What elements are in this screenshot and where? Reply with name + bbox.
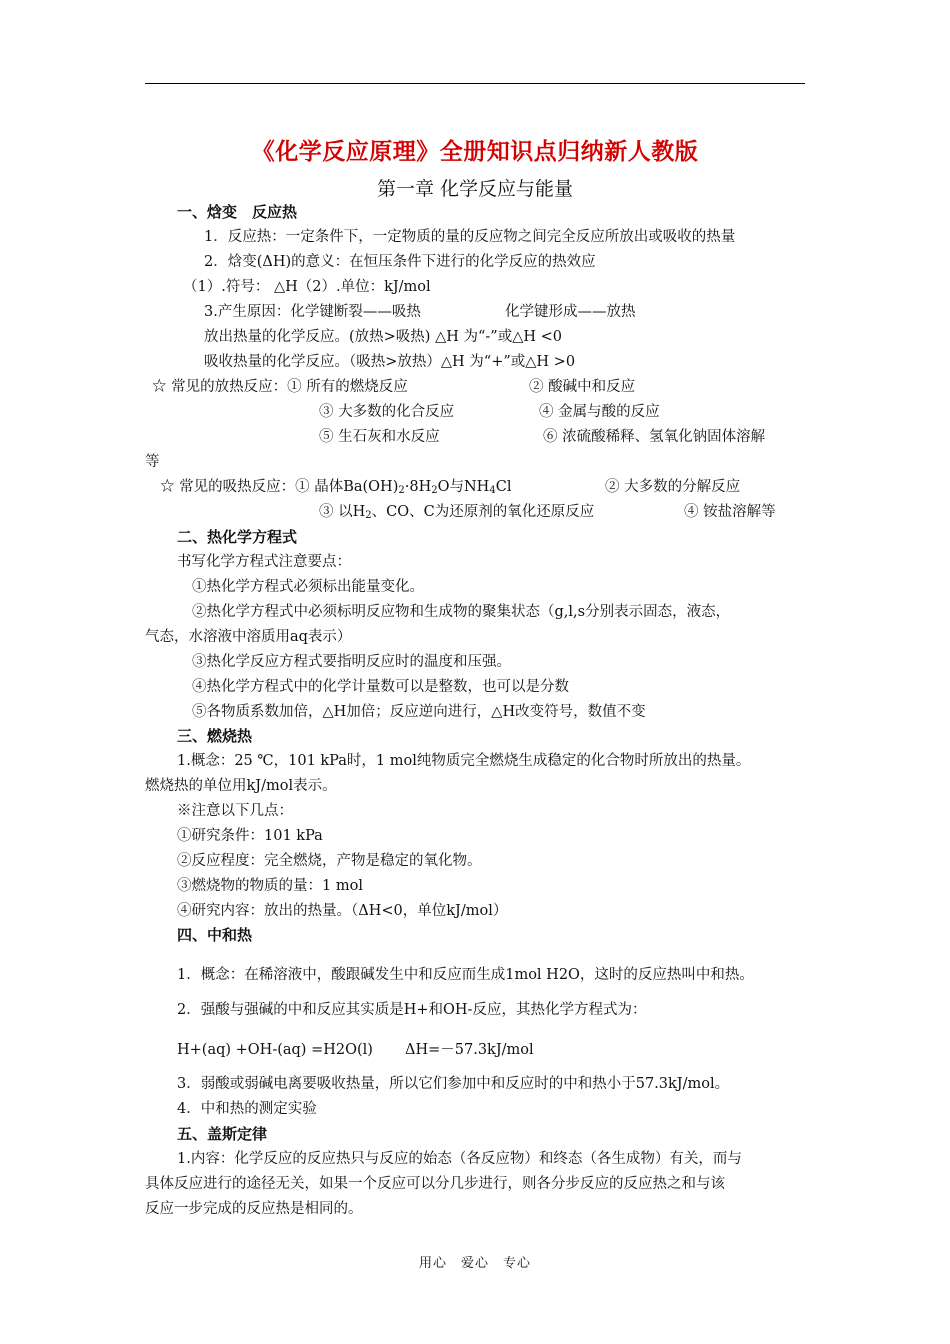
text-line: 4．中和热的测定实验 <box>177 1101 317 1117</box>
text-line: 书写化学方程式注意要点： <box>177 554 351 570</box>
subscript: 2 <box>365 510 372 521</box>
text-line: 反应一步完成的反应热是相同的。 <box>145 1201 363 1217</box>
text-line: 燃烧热的单位用kJ/mol表示。 <box>145 778 337 794</box>
text-line: 2．强酸与强碱的中和反应其实质是H+和OH-反应，其热化学方程式为： <box>177 1002 647 1018</box>
list-item: ①热化学方程式必须标出能量变化。 <box>192 579 424 595</box>
list-item: ⑤各物质系数加倍，△H加倍；反应逆向进行，△H改变符号，数值不变 <box>192 704 646 720</box>
equation: H+(aq) +OH-(aq) =H2O(l) <box>177 1042 373 1058</box>
text-line: 2．焓变(ΔH)的意义：在恒压条件下进行的化学反应的热效应 <box>204 254 596 270</box>
text-line: 1.内容：化学反应的反应热只与反应的始态（各反应物）和终态（各生成物）有关，而与 <box>177 1151 742 1167</box>
header-rule <box>145 83 805 84</box>
text-line: （1）.符号： △H（2）.单位：kJ/mol <box>183 279 431 295</box>
text-line: 1．反应热：一定条件下，一定物质的量的反应物之间完全反应所放出或吸收的热量 <box>204 229 736 245</box>
subscript: 2 <box>431 485 438 496</box>
text-span: ·8H <box>404 479 432 495</box>
text-line: 1．概念：在稀溶液中，酸跟碱发生中和反应而生成1mol H2O，这时的反应热叫中和热。 <box>177 967 754 983</box>
text-line: 3．弱酸或弱碱电离要吸收热量，所以它们参加中和反应时的中和热小于57.3kJ/mol。 <box>177 1076 730 1092</box>
list-item: ③热化学反应方程式要指明反应时的温度和压强。 <box>192 654 511 670</box>
text-line: 放出热量的化学反应。(放热>吸热) △H 为“-”或△H <0 <box>204 329 562 345</box>
endothermic-label <box>160 477 511 497</box>
section-heading: 二、热化学方程式 <box>177 528 298 546</box>
list-item: ④ 铵盐溶解等 <box>684 504 776 520</box>
list-item: ⑥ 浓硫酸稀释、氢氧化钠固体溶解 <box>543 429 766 445</box>
text-span: 、CO、C为还原剂的氧化还原反应 <box>371 504 595 520</box>
equation: ΔH=－57.3kJ/mol <box>405 1042 534 1058</box>
section-heading: 五、盖斯定律 <box>177 1125 268 1143</box>
subscript: 2 <box>398 485 405 496</box>
list-item <box>319 502 594 522</box>
text-line: 具体反应进行的途径无关，如果一个反应可以分几步进行，则各分步反应的反应热之和与该 <box>145 1176 725 1192</box>
list-item: ②热化学方程式中必须标明反应物和生成物的聚集状态（g,l,s分别表示固态，液态， <box>192 604 731 620</box>
text-line: 吸收热量的化学反应。（吸热>放热）△H 为“+”或△H >0 <box>204 354 576 370</box>
text-span: O与NH <box>437 479 490 495</box>
list-item: ②反应程度：完全燃烧，产物是稳定的氧化物。 <box>177 853 482 869</box>
text-line: 气态，水溶液中溶质用aq表示） <box>145 629 352 645</box>
list-item: ③燃烧物的物质的量：1 mol <box>177 878 363 894</box>
text-line: 1.概念：25 ℃，101 kPa时，1 mol纯物质完全燃烧生成稳定的化合物时所放出的热量。 <box>177 753 751 769</box>
list-item: ② 酸碱中和反应 <box>529 379 636 395</box>
exothermic-label: ☆ 常见的放热反应：① 所有的燃烧反应 <box>152 379 408 395</box>
section-heading: 四、中和热 <box>177 926 253 944</box>
list-item: ④研究内容：放出的热量。（ΔH<0，单位kJ/mol） <box>177 903 508 919</box>
list-item: ④热化学方程式中的化学计量数可以是整数，也可以是分数 <box>192 679 569 695</box>
text-line: 等 <box>145 454 160 470</box>
subscript: 4 <box>489 485 496 496</box>
page-footer: 用心 爱心 专心 <box>418 1256 531 1271</box>
text-line: 3.产生原因：化学键断裂——吸热 <box>204 304 421 320</box>
document-title: 《化学反应原理》全册知识点归纳新人教版 <box>251 139 699 165</box>
list-item: ② 大多数的分解反应 <box>605 479 741 495</box>
text-line: 化学键形成——放热 <box>505 304 636 320</box>
section-heading: 一、焓变 反应热 <box>177 203 298 221</box>
list-item: ⑤ 生石灰和水反应 <box>319 429 440 445</box>
list-item: ①研究条件：101 kPa <box>177 828 323 844</box>
section-heading: 三、燃烧热 <box>177 727 253 745</box>
list-item: ③ 大多数的化合反应 <box>319 404 455 420</box>
text-span: ③ 以H <box>319 504 366 520</box>
text-line: ※注意以下几点： <box>177 803 293 819</box>
text-span: Cl <box>495 479 512 495</box>
list-item: ④ 金属与酸的反应 <box>539 404 660 420</box>
text-span: ☆ 常见的吸热反应：① 晶体Ba(OH) <box>160 479 399 495</box>
chapter-title: 第一章 化学反应与能量 <box>376 178 574 200</box>
